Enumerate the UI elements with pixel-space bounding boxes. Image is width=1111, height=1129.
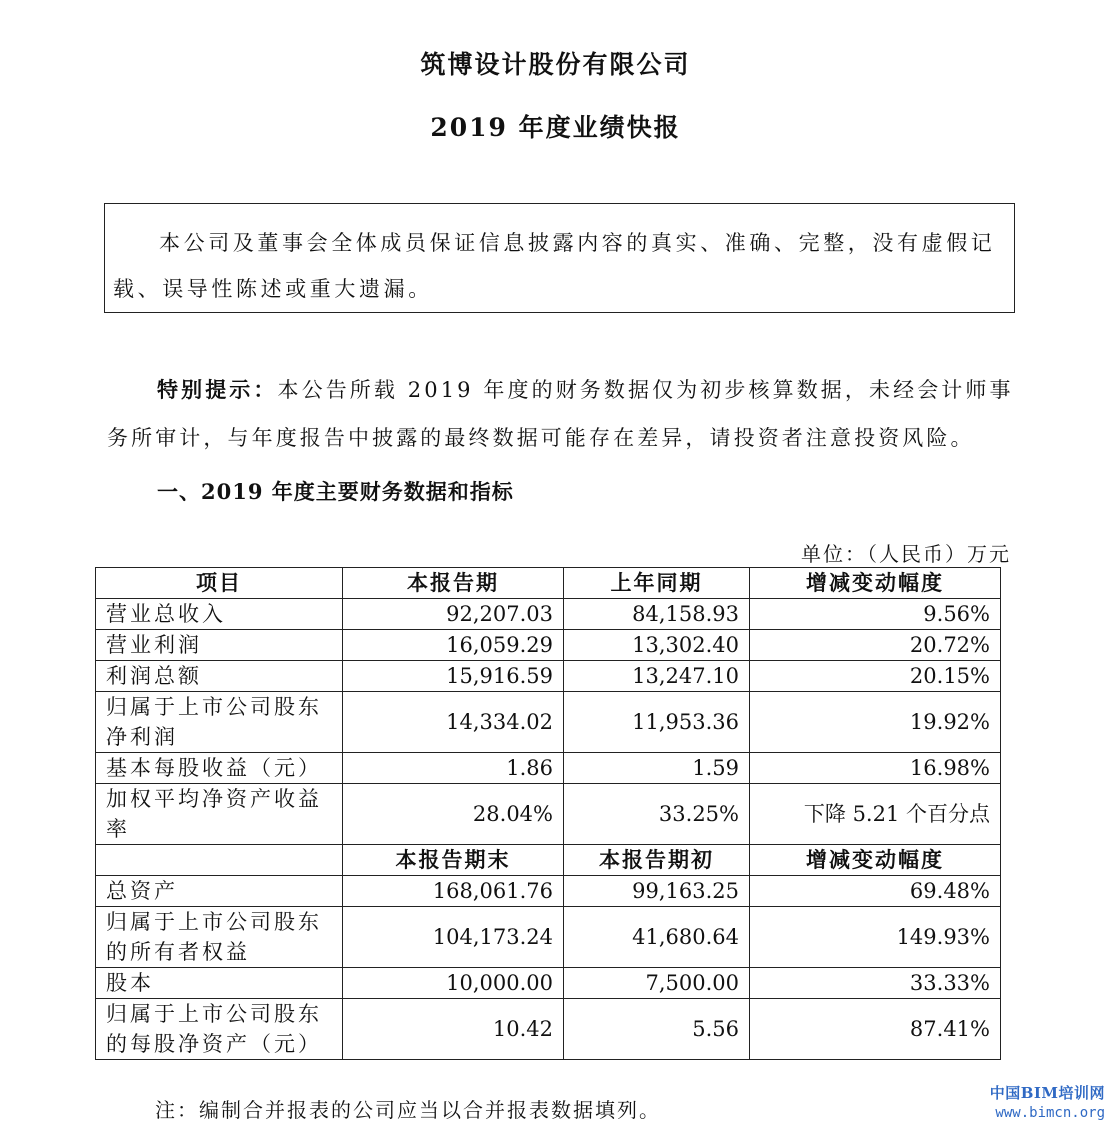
row-prior: 13,247.10 — [564, 661, 750, 692]
watermark-url: www.bimcn.org — [995, 1105, 1105, 1121]
row-prior: 99,163.25 — [564, 876, 750, 907]
footnote: 注：编制合并报表的公司应当以合并报表数据填列。 — [155, 1098, 661, 1122]
row-item: 归属于上市公司股东的每股净资产（元） — [96, 999, 343, 1060]
header-change: 增减变动幅度 — [750, 568, 1001, 599]
special-notice — [107, 366, 1015, 462]
subheader-blank — [96, 845, 343, 876]
special-notice-label: 特别提示： — [157, 377, 278, 402]
table-row — [96, 753, 1001, 784]
unit-label: 单位：（人民币）万元 — [801, 542, 1011, 566]
table-row — [96, 692, 1001, 753]
row-change: 87.41% — [750, 999, 1001, 1060]
row-change: 19.92% — [750, 692, 1001, 753]
row-prior: 11,953.36 — [564, 692, 750, 753]
row-prior: 41,680.64 — [564, 907, 750, 968]
row-prior: 13,302.40 — [564, 630, 750, 661]
header-current: 本报告期 — [343, 568, 564, 599]
section-title: 一、2019 年度主要财务数据和指标 — [157, 479, 514, 504]
row-current: 15,916.59 — [343, 661, 564, 692]
table-row — [96, 661, 1001, 692]
table-row — [96, 968, 1001, 999]
row-current: 104,173.24 — [343, 907, 564, 968]
row-change: 9.56% — [750, 599, 1001, 630]
row-current: 10,000.00 — [343, 968, 564, 999]
header-item: 项目 — [96, 568, 343, 599]
report-title: 2019 年度业绩快报 — [430, 113, 681, 142]
watermark-name: 中国BIM培训网 — [989, 1084, 1105, 1102]
row-current: 168,061.76 — [343, 876, 564, 907]
row-prior: 7,500.00 — [564, 968, 750, 999]
row-prior: 1.59 — [564, 753, 750, 784]
row-current: 92,207.03 — [343, 599, 564, 630]
financial-table — [95, 567, 1001, 1060]
table-row — [96, 907, 1001, 968]
row-current: 28.04% — [343, 784, 564, 845]
row-change: 16.98% — [750, 753, 1001, 784]
row-change: 69.48% — [750, 876, 1001, 907]
row-current: 1.86 — [343, 753, 564, 784]
row-item: 利润总额 — [96, 661, 343, 692]
row-item: 营业利润 — [96, 630, 343, 661]
row-change: 33.33% — [750, 968, 1001, 999]
table-subheader-row — [96, 845, 1001, 876]
subheader-change: 增减变动幅度 — [750, 845, 1001, 876]
subheader-period-start: 本报告期初 — [564, 845, 750, 876]
row-prior: 5.56 — [564, 999, 750, 1060]
row-item: 归属于上市公司股东的所有者权益 — [96, 907, 343, 968]
row-prior: 33.25% — [564, 784, 750, 845]
table-row — [96, 784, 1001, 845]
row-item: 归属于上市公司股东净利润 — [96, 692, 343, 753]
row-change: 149.93% — [750, 907, 1001, 968]
table-row — [96, 599, 1001, 630]
row-change: 20.72% — [750, 630, 1001, 661]
table-row — [96, 999, 1001, 1060]
row-item: 营业总收入 — [96, 599, 343, 630]
company-title: 筑博设计股份有限公司 — [420, 50, 691, 79]
disclaimer-box: 本公司及董事会全体成员保证信息披露内容的真实、准确、完整，没有虚假记载、误导性陈述或重大遗漏。 — [104, 203, 1015, 313]
row-item: 总资产 — [96, 876, 343, 907]
special-notice-text: 本公告所载 2019 年度的财务数据仅为初步核算数据，未经会计师事务所审计，与年度报告中披露的最终数据可能存在差异，请投资者注意投资风险。 — [107, 378, 1014, 450]
row-prior: 84,158.93 — [564, 599, 750, 630]
watermark — [990, 1083, 1105, 1123]
row-change: 20.15% — [750, 661, 1001, 692]
row-item: 基本每股收益（元） — [96, 753, 343, 784]
table-row — [96, 876, 1001, 907]
row-current: 16,059.29 — [343, 630, 564, 661]
row-current: 10.42 — [343, 999, 564, 1060]
row-item: 加权平均净资产收益率 — [96, 784, 343, 845]
row-item: 股本 — [96, 968, 343, 999]
row-change: 下降 5.21 个百分点 — [750, 784, 1001, 845]
subheader-period-end: 本报告期末 — [343, 845, 564, 876]
header-prior: 上年同期 — [564, 568, 750, 599]
table-header-row — [96, 568, 1001, 599]
table-row — [96, 630, 1001, 661]
row-current: 14,334.02 — [343, 692, 564, 753]
